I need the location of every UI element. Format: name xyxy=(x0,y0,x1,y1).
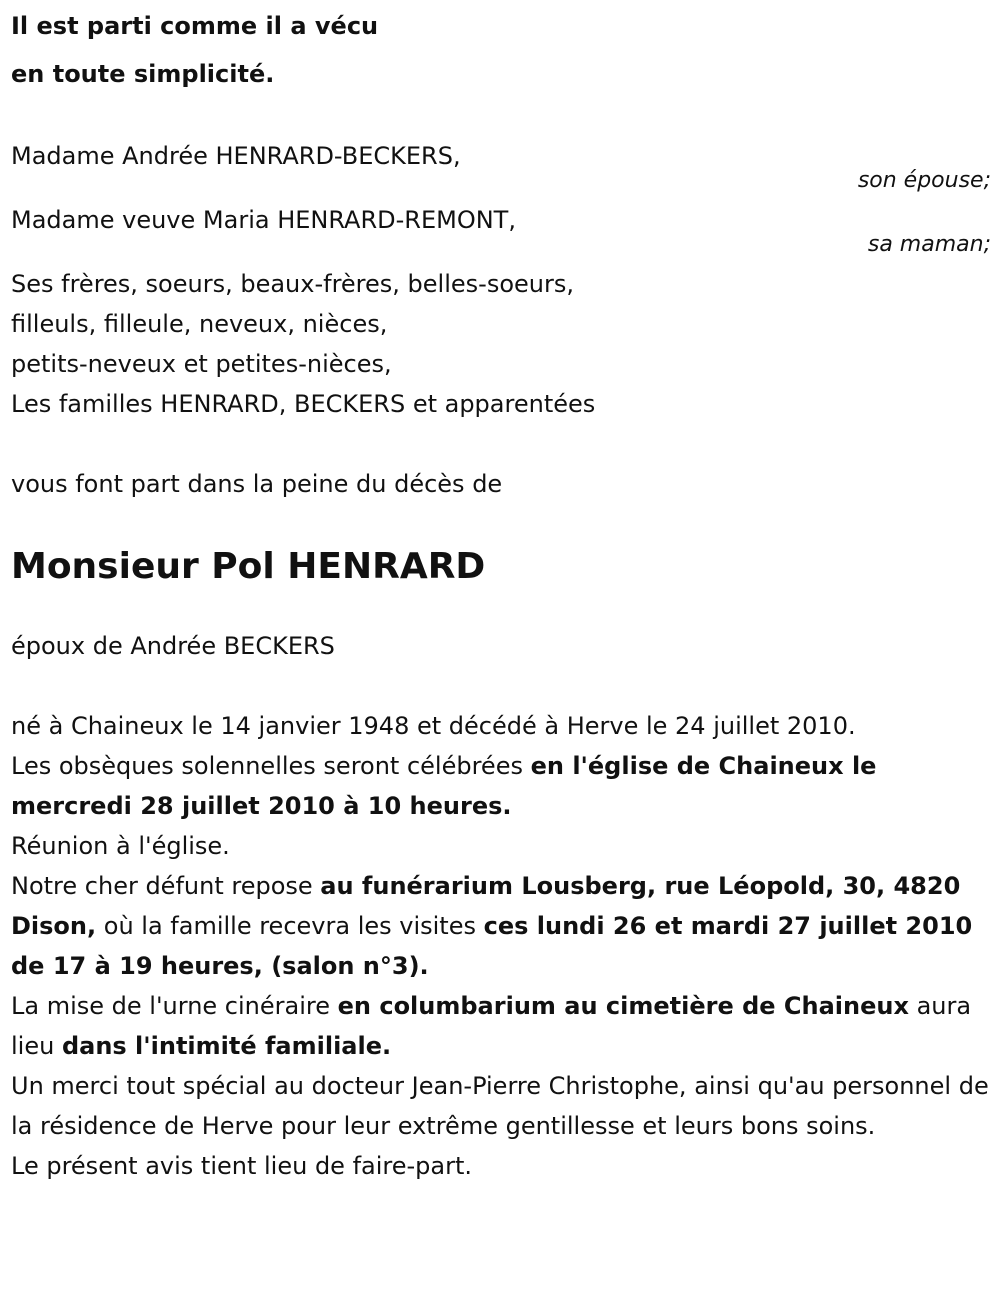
other-relatives xyxy=(11,264,991,424)
funeral-paragraph xyxy=(11,746,991,826)
urn-text-2: aura lieu xyxy=(11,992,972,1060)
funeral-details: en l'église de Chaineux le mercredi 28 juillet 2010 à 10 heures. xyxy=(11,752,877,820)
deceased-name: Monsieur Pol HENRARD xyxy=(11,546,486,587)
closing-line: Le présent avis tient lieu de faire-part. xyxy=(11,1152,473,1180)
wife-row xyxy=(11,136,991,200)
urn-paragraph xyxy=(11,986,991,1066)
mother-name: Madame veuve Maria HENRARD-REMONT, xyxy=(11,206,516,234)
motto xyxy=(11,2,991,98)
obituary-notice xyxy=(11,0,991,1186)
other-relatives-line-2: filleuls, filleule, neveux, nièces, xyxy=(11,310,388,338)
rest-text-2: où la famille recevra les visites xyxy=(96,912,484,940)
announcement: vous font part dans la peine du décès de xyxy=(11,470,503,498)
rest-paragraph xyxy=(11,866,991,986)
motto-line-2: en toute simplicité. xyxy=(11,60,275,88)
spouse-line: époux de Andrée BECKERS xyxy=(11,632,335,660)
meeting-line: Réunion à l'église. xyxy=(11,832,230,860)
wife-name: Madame Andrée HENRARD-BECKERS, xyxy=(11,142,461,170)
other-relatives-line-3: petits-neveux et petites-nièces, xyxy=(11,350,392,378)
funeral-text: Les obsèques solennelles seront célébrées xyxy=(11,752,531,780)
urn-privacy: dans l'intimité familiale. xyxy=(61,1032,392,1060)
urn-location: en columbarium au cimetière de Chaineux xyxy=(337,992,909,1020)
motto-line-1: Il est parti comme il a vécu xyxy=(11,12,379,40)
wife-role: son épouse; xyxy=(857,168,991,193)
funerarium-address: au funérarium Lousberg, rue Léopold, 30, 4820 Dison, xyxy=(11,872,961,940)
visit-hours: ces lundi 26 et mardi 27 juillet 2010 de 17 à 19 heures, (salon n°3). xyxy=(11,912,973,980)
other-relatives-line-1: Ses frères, soeurs, beaux-frères, belles-soeurs, xyxy=(11,270,574,298)
rest-text-1: Notre cher défunt repose xyxy=(11,872,321,900)
urn-text-1: La mise de l'urne cinéraire xyxy=(11,992,338,1020)
birth-death-line: né à Chaineux le 14 janvier 1948 et décédé à Herve le 24 juillet 2010. xyxy=(11,712,856,740)
thanks-paragraph: Un merci tout spécial au docteur Jean-Pierre Christophe, ainsi qu'au personnel de la résidence de Herve pour leur extrême gentillesse et leurs bons soins. xyxy=(11,1072,989,1140)
mother-row xyxy=(11,200,991,264)
other-relatives-line-4: Les familles HENRARD, BECKERS et apparentées xyxy=(11,390,596,418)
mother-role: sa maman; xyxy=(867,232,991,257)
